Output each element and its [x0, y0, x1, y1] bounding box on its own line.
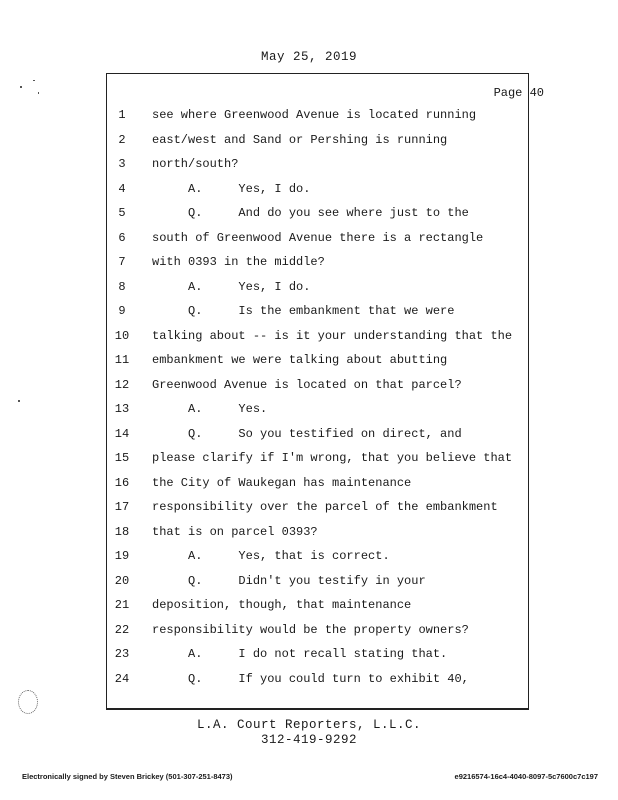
- transcript-line-text: responsibility over the parcel of the embankment: [152, 500, 498, 514]
- transcript-line-text: talking about -- is it your understanding that the: [152, 329, 513, 343]
- transcript-line-text: please clarify if I'm wrong, that you believe that: [152, 451, 513, 465]
- line-number: 22: [114, 623, 130, 637]
- line-number: 6: [118, 231, 126, 245]
- line-number: 2: [118, 133, 126, 147]
- line-number: 19: [114, 549, 130, 563]
- transcript-line-text: A. Yes, that is correct.: [152, 549, 390, 563]
- line-number: 9: [118, 304, 126, 318]
- transcript-line-text: A. I do not recall stating that.: [152, 647, 448, 661]
- transcript-line-text: embankment we were talking about abutting: [152, 353, 448, 367]
- line-number: 16: [114, 476, 130, 490]
- document-hash-id: e9216574-16c4-4040-8097-5c7600c7c197: [454, 772, 598, 781]
- scan-speck: [33, 80, 35, 81]
- transcript-line-text: Q. Didn't you testify in your: [152, 574, 426, 588]
- transcript-line-text: responsibility would be the property owners?: [152, 623, 469, 637]
- transcript-line-text: that is on parcel 0393?: [152, 525, 318, 539]
- transcript-line-text: Q. Is the embankment that we were: [152, 304, 455, 318]
- court-reporter-phone: 312-419-9292: [260, 733, 357, 747]
- transcript-line-text: Q. So you testified on direct, and: [152, 427, 462, 441]
- page-number: Page 40: [493, 86, 544, 100]
- line-number: 4: [118, 182, 126, 196]
- line-number: 11: [114, 353, 130, 367]
- line-number: 21: [114, 598, 130, 612]
- electronic-signature-note: Electronically signed by Steven Brickey (501-307-251-8473): [22, 772, 233, 781]
- binder-hole-mark: [18, 690, 38, 714]
- transcript-line-text: with 0393 in the middle?: [152, 255, 325, 269]
- transcript-line-text: Q. And do you see where just to the: [152, 206, 469, 220]
- line-number: 23: [114, 647, 130, 661]
- line-number: 7: [118, 255, 126, 269]
- transcript-line-text: see where Greenwood Avenue is located running: [152, 108, 477, 122]
- line-number: 1: [118, 108, 126, 122]
- scan-speck: [18, 400, 20, 402]
- line-number: 12: [114, 378, 130, 392]
- transcript-line-text: the City of Waukegan has maintenance: [152, 476, 412, 490]
- transcript-date-header: May 25, 2019: [260, 50, 357, 64]
- line-number: 17: [114, 500, 130, 514]
- transcript-line-text: north/south?: [152, 157, 239, 171]
- line-number: 24: [114, 672, 130, 686]
- transcript-line-text: east/west and Sand or Pershing is running: [152, 133, 448, 147]
- line-number: 20: [114, 574, 130, 588]
- line-number: 8: [118, 280, 126, 294]
- court-reporter-name: L.A. Court Reporters, L.L.C.: [196, 718, 422, 732]
- line-number: 18: [114, 525, 130, 539]
- transcript-line-text: A. Yes, I do.: [152, 182, 311, 196]
- transcript-line-text: A. Yes.: [152, 402, 268, 416]
- line-number: 15: [114, 451, 130, 465]
- scan-speck: [38, 92, 39, 94]
- transcript-line-text: south of Greenwood Avenue there is a rectangle: [152, 231, 484, 245]
- transcript-line-text: deposition, though, that maintenance: [152, 598, 412, 612]
- line-number: 5: [118, 206, 126, 220]
- transcript-line-text: A. Yes, I do.: [152, 280, 311, 294]
- transcript-line-text: Greenwood Avenue is located on that parcel?: [152, 378, 462, 392]
- line-number: 3: [118, 157, 126, 171]
- line-number: 13: [114, 402, 130, 416]
- line-number: 10: [114, 329, 130, 343]
- line-number: 14: [114, 427, 130, 441]
- scan-speck: [20, 86, 22, 88]
- transcript-line-text: Q. If you could turn to exhibit 40,: [152, 672, 469, 686]
